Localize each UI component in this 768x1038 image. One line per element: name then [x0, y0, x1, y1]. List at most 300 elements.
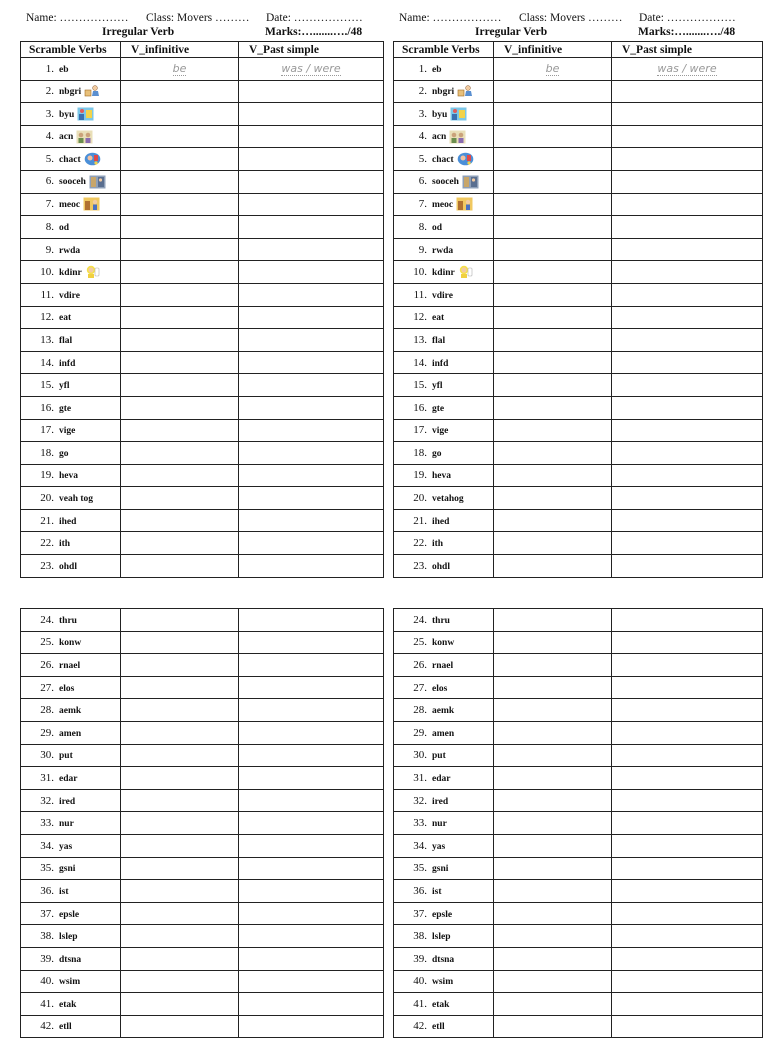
infinitive-answer-cell[interactable]	[121, 902, 239, 925]
past-simple-answer-cell[interactable]	[612, 532, 763, 555]
scrambled-verb: amen	[432, 728, 455, 739]
past-simple-answer-cell[interactable]	[612, 419, 763, 442]
past-simple-answer-cell[interactable]	[239, 374, 384, 397]
infinitive-answer-cell[interactable]	[494, 880, 612, 903]
drink-icon	[85, 265, 102, 279]
scramble-cell	[21, 1015, 121, 1038]
item-number: 41.	[40, 997, 54, 1010]
past-simple-answer-cell[interactable]	[239, 283, 384, 306]
scrambled-verb: rwda	[59, 245, 81, 256]
past-simple-answer-cell[interactable]	[612, 125, 763, 148]
infinitive-answer-cell[interactable]	[494, 834, 612, 857]
infinitive-answer-cell[interactable]	[494, 464, 612, 487]
infinitive-answer-cell[interactable]	[121, 555, 239, 578]
scramble-cell	[394, 789, 494, 812]
table-row	[21, 170, 384, 193]
infinitive-answer-cell[interactable]	[494, 148, 612, 171]
infinitive-answer-cell[interactable]	[121, 699, 239, 722]
scrambled-verb: etll	[432, 1022, 445, 1033]
table-row	[21, 609, 384, 632]
scrambled-verb: gte	[432, 403, 445, 414]
infinitive-answer-cell[interactable]	[121, 216, 239, 239]
past-simple-answer-cell[interactable]	[239, 193, 384, 216]
infinitive-answer-cell[interactable]	[121, 487, 239, 510]
item-number: 32.	[413, 794, 427, 807]
infinitive-answer-cell[interactable]	[121, 857, 239, 880]
past-simple-answer-cell[interactable]	[239, 654, 384, 677]
infinitive-answer-cell[interactable]	[494, 902, 612, 925]
name-field-label: Name: ………………	[399, 12, 502, 24]
past-simple-answer-cell[interactable]	[239, 857, 384, 880]
verb-table-part2	[393, 608, 763, 1038]
past-simple-answer-cell[interactable]	[612, 216, 763, 239]
past-simple-answer-cell[interactable]	[239, 125, 384, 148]
scramble-cell	[394, 676, 494, 699]
past-simple-answer-cell[interactable]	[612, 509, 763, 532]
past-simple-answer-cell[interactable]	[239, 812, 384, 835]
table-row	[394, 103, 763, 126]
table-row	[394, 744, 763, 767]
scramble-cell	[21, 902, 121, 925]
past-simple-answer-cell[interactable]	[239, 329, 384, 352]
scrambled-verb: kdinr	[432, 267, 455, 278]
item-number: 19.	[413, 469, 427, 482]
past-simple-answer-cell[interactable]	[612, 902, 763, 925]
infinitive-answer-cell[interactable]	[494, 555, 612, 578]
table-row	[394, 789, 763, 812]
table-row	[394, 1015, 763, 1038]
past-simple-answer-cell[interactable]	[239, 880, 384, 903]
infinitive-answer-cell[interactable]	[121, 442, 239, 465]
table-row	[394, 419, 763, 442]
infinitive-answer-cell[interactable]	[121, 58, 239, 81]
past-simple-answer-cell[interactable]	[612, 351, 763, 374]
item-number: 42.	[40, 1020, 54, 1033]
table-row	[21, 925, 384, 948]
infinitive-answer-cell[interactable]	[494, 857, 612, 880]
scramble-cell	[21, 396, 121, 419]
scrambled-verb: kdinr	[59, 267, 82, 278]
item-number: 23.	[40, 559, 54, 572]
table-row	[394, 654, 763, 677]
infinitive-answer-cell[interactable]	[494, 532, 612, 555]
table-row	[394, 464, 763, 487]
past-simple-answer-cell[interactable]	[612, 676, 763, 699]
past-simple-answer-cell[interactable]	[612, 374, 763, 397]
scrambled-verb: flal	[59, 335, 73, 346]
past-simple-answer-cell[interactable]	[239, 947, 384, 970]
item-number: 1.	[45, 62, 54, 75]
past-simple-answer-cell[interactable]	[612, 609, 763, 632]
scrambled-verb: put	[432, 751, 446, 762]
past-simple-answer-cell[interactable]	[239, 103, 384, 126]
table-row	[21, 374, 384, 397]
scrambled-verb: vetahog	[432, 494, 464, 505]
past-simple-answer-cell[interactable]	[612, 699, 763, 722]
infinitive-answer-cell[interactable]	[121, 148, 239, 171]
infinitive-answer-cell[interactable]	[121, 744, 239, 767]
past-simple-answer-cell[interactable]	[239, 744, 384, 767]
catch-icon	[457, 152, 474, 166]
verb-rows	[21, 609, 384, 1038]
table-row	[394, 216, 763, 239]
table-row	[394, 925, 763, 948]
past-simple-answer-cell[interactable]	[239, 58, 384, 81]
table-row	[21, 947, 384, 970]
past-simple-answer-cell[interactable]	[239, 216, 384, 239]
infinitive-answer-cell[interactable]	[121, 970, 239, 993]
past-simple-answer-cell[interactable]	[239, 721, 384, 744]
past-simple-answer-cell[interactable]	[612, 721, 763, 744]
infinitive-answer-cell[interactable]	[494, 654, 612, 677]
infinitive-answer-cell[interactable]	[121, 464, 239, 487]
scrambled-verb: etak	[59, 999, 77, 1010]
past-simple-answer-cell[interactable]	[612, 396, 763, 419]
past-simple-answer-cell[interactable]	[612, 80, 763, 103]
scrambled-verb: eat	[59, 313, 72, 324]
infinitive-answer-cell[interactable]	[494, 676, 612, 699]
scramble-cell	[21, 103, 121, 126]
scrambled-verb: etll	[59, 1022, 72, 1033]
scrambled-verb: ist	[432, 886, 442, 897]
item-number: 31.	[413, 771, 427, 784]
past-simple-answer-cell[interactable]	[239, 148, 384, 171]
past-simple-answer-cell[interactable]	[612, 744, 763, 767]
item-number: 4.	[418, 130, 427, 143]
infinitive-answer-cell[interactable]	[121, 170, 239, 193]
table-row	[394, 487, 763, 510]
scrambled-verb: thru	[59, 615, 77, 626]
infinitive-answer-cell[interactable]	[494, 925, 612, 948]
can-icon	[449, 130, 466, 144]
table-row	[394, 374, 763, 397]
infinitive-answer-cell[interactable]	[494, 699, 612, 722]
scramble-cell	[394, 103, 494, 126]
infinitive-answer-cell[interactable]	[494, 609, 612, 632]
table-row	[394, 767, 763, 790]
past-simple-answer-cell[interactable]	[612, 103, 763, 126]
scrambled-verb: heva	[59, 471, 78, 482]
scramble-cell	[394, 970, 494, 993]
table-row	[394, 631, 763, 654]
infinitive-answer-cell[interactable]	[121, 812, 239, 835]
past-simple-answer-cell[interactable]	[239, 509, 384, 532]
past-simple-answer-cell[interactable]	[612, 148, 763, 171]
scramble-cell	[394, 834, 494, 857]
scrambled-verb: nur	[59, 819, 74, 830]
past-simple-answer-cell[interactable]	[612, 442, 763, 465]
infinitive-answer-cell[interactable]	[494, 721, 612, 744]
past-simple-answer-cell[interactable]	[612, 789, 763, 812]
item-number: 35.	[40, 862, 54, 875]
scramble-cell	[21, 654, 121, 677]
table-row	[21, 857, 384, 880]
infinitive-answer-cell[interactable]	[121, 193, 239, 216]
infinitive-answer-cell[interactable]	[121, 283, 239, 306]
infinitive-answer-cell[interactable]	[494, 789, 612, 812]
past-simple-answer-cell[interactable]	[612, 193, 763, 216]
past-simple-answer-cell[interactable]	[612, 58, 763, 81]
past-simple-answer-cell[interactable]	[239, 834, 384, 857]
infinitive-answer-cell[interactable]	[121, 767, 239, 790]
table-row	[394, 721, 763, 744]
table-row	[21, 306, 384, 329]
item-number: 10.	[40, 265, 54, 278]
past-simple-answer-cell[interactable]	[239, 789, 384, 812]
item-number: 40.	[413, 975, 427, 988]
scrambled-verb: chact	[432, 154, 454, 165]
infinitive-answer-cell[interactable]	[121, 329, 239, 352]
infinitive-answer-cell[interactable]	[121, 103, 239, 126]
infinitive-answer-cell[interactable]	[494, 374, 612, 397]
infinitive-answer-cell[interactable]	[121, 125, 239, 148]
past-simple-answer-cell[interactable]	[612, 170, 763, 193]
scramble-cell	[21, 509, 121, 532]
past-simple-answer-cell[interactable]	[612, 925, 763, 948]
past-simple-answer-cell[interactable]	[612, 812, 763, 835]
infinitive-answer-cell[interactable]	[121, 880, 239, 903]
past-simple-answer-cell[interactable]	[239, 261, 384, 284]
infinitive-answer-cell[interactable]	[121, 374, 239, 397]
past-simple-answer-cell[interactable]	[612, 555, 763, 578]
past-simple-answer-cell[interactable]	[239, 609, 384, 632]
item-number: 1.	[418, 62, 427, 75]
past-simple-answer-cell[interactable]	[239, 464, 384, 487]
infinitive-answer-cell[interactable]	[494, 631, 612, 654]
infinitive-answer-cell[interactable]	[494, 1015, 612, 1038]
past-simple-answer-cell[interactable]	[612, 654, 763, 677]
infinitive-answer-cell[interactable]	[121, 532, 239, 555]
past-simple-answer-cell[interactable]	[239, 170, 384, 193]
infinitive-answer-cell[interactable]	[494, 419, 612, 442]
buy-icon	[77, 107, 94, 121]
past-simple-answer-cell[interactable]	[612, 306, 763, 329]
infinitive-answer-cell[interactable]	[494, 812, 612, 835]
scramble-cell	[21, 193, 121, 216]
verb-table-part1	[20, 41, 384, 578]
column-header: V_infinitive	[494, 42, 612, 58]
bring-icon	[457, 84, 474, 98]
infinitive-answer-cell[interactable]	[494, 993, 612, 1016]
infinitive-answer-cell[interactable]	[121, 834, 239, 857]
table-row	[394, 509, 763, 532]
infinitive-answer-cell[interactable]	[494, 970, 612, 993]
infinitive-answer-cell[interactable]	[494, 396, 612, 419]
infinitive-answer-cell[interactable]	[121, 631, 239, 654]
infinitive-answer-cell[interactable]	[494, 329, 612, 352]
past-simple-answer-cell[interactable]	[239, 925, 384, 948]
scramble-cell	[394, 170, 494, 193]
scrambled-verb: byu	[432, 109, 448, 120]
column-header: V_Past simple	[239, 42, 384, 58]
scrambled-verb: ohdl	[59, 561, 77, 572]
past-simple-answer-cell[interactable]	[612, 993, 763, 1016]
past-simple-answer-cell[interactable]	[239, 419, 384, 442]
table-row	[394, 442, 763, 465]
past-simple-answer-cell[interactable]	[612, 487, 763, 510]
item-number: 27.	[40, 681, 54, 694]
past-simple-answer-cell[interactable]	[239, 238, 384, 261]
scramble-cell	[21, 699, 121, 722]
past-simple-answer-cell[interactable]	[239, 351, 384, 374]
past-simple-answer-cell[interactable]	[239, 676, 384, 699]
past-simple-answer-cell[interactable]	[612, 238, 763, 261]
item-number: 20.	[413, 492, 427, 505]
item-number: 5.	[45, 152, 54, 165]
infinitive-answer-cell[interactable]	[121, 261, 239, 284]
past-simple-answer-cell[interactable]	[612, 283, 763, 306]
table-row	[394, 555, 763, 578]
infinitive-answer-cell[interactable]	[121, 993, 239, 1016]
scramble-cell	[21, 58, 121, 81]
infinitive-answer-cell[interactable]	[121, 925, 239, 948]
infinitive-answer-cell[interactable]	[494, 193, 612, 216]
past-simple-answer-cell[interactable]	[612, 1015, 763, 1038]
table-row	[394, 880, 763, 903]
infinitive-answer-cell[interactable]	[494, 306, 612, 329]
past-simple-answer-cell[interactable]	[239, 970, 384, 993]
past-simple-answer-cell[interactable]	[612, 947, 763, 970]
infinitive-answer-cell[interactable]	[494, 767, 612, 790]
infinitive-answer-cell[interactable]	[121, 80, 239, 103]
scrambled-verb: wsim	[59, 977, 81, 988]
buy-icon	[450, 107, 467, 121]
infinitive-answer-cell[interactable]	[121, 396, 239, 419]
item-number: 12.	[413, 311, 427, 324]
table-row	[394, 193, 763, 216]
infinitive-answer-cell[interactable]	[494, 283, 612, 306]
infinitive-answer-cell[interactable]	[121, 238, 239, 261]
past-simple-answer-cell[interactable]	[612, 834, 763, 857]
past-simple-answer-cell[interactable]	[612, 880, 763, 903]
past-simple-answer-cell[interactable]	[239, 80, 384, 103]
past-simple-answer-cell[interactable]	[612, 329, 763, 352]
infinitive-answer-cell[interactable]	[121, 419, 239, 442]
infinitive-answer-cell[interactable]	[494, 80, 612, 103]
infinitive-answer-cell[interactable]	[121, 947, 239, 970]
scrambled-verb: ohdl	[432, 561, 450, 572]
past-simple-answer-cell[interactable]	[239, 1015, 384, 1038]
table-row	[394, 329, 763, 352]
past-simple-answer-cell[interactable]	[239, 555, 384, 578]
item-number: 28.	[413, 704, 427, 717]
past-simple-answer-cell[interactable]	[612, 767, 763, 790]
scramble-cell	[394, 148, 494, 171]
infinitive-answer-cell[interactable]	[121, 721, 239, 744]
past-simple-answer-cell[interactable]	[239, 631, 384, 654]
infinitive-answer-cell[interactable]	[121, 1015, 239, 1038]
infinitive-answer-cell[interactable]	[121, 306, 239, 329]
come-icon	[83, 197, 100, 211]
scrambled-verb: go	[432, 448, 442, 459]
infinitive-answer-cell[interactable]	[494, 103, 612, 126]
infinitive-answer-cell[interactable]	[121, 789, 239, 812]
past-simple-answer-cell[interactable]	[239, 306, 384, 329]
infinitive-answer-cell[interactable]	[121, 609, 239, 632]
infinitive-answer-cell[interactable]	[494, 442, 612, 465]
past-simple-answer-cell[interactable]	[612, 857, 763, 880]
example-infinitive: be	[172, 62, 187, 76]
infinitive-answer-cell[interactable]	[121, 509, 239, 532]
infinitive-answer-cell[interactable]	[494, 487, 612, 510]
past-simple-answer-cell[interactable]	[612, 261, 763, 284]
scramble-cell	[394, 699, 494, 722]
scramble-cell	[21, 261, 121, 284]
table-row	[21, 654, 384, 677]
scrambled-verb: ith	[432, 539, 444, 550]
worksheet-left	[20, 0, 384, 1033]
past-simple-answer-cell[interactable]	[612, 464, 763, 487]
scramble-cell	[394, 374, 494, 397]
item-number: 31.	[40, 771, 54, 784]
scramble-cell	[394, 329, 494, 352]
table-row	[394, 676, 763, 699]
infinitive-answer-cell[interactable]	[494, 947, 612, 970]
infinitive-answer-cell[interactable]	[121, 351, 239, 374]
scrambled-verb: gsni	[432, 864, 449, 875]
bring-icon	[84, 84, 101, 98]
past-simple-answer-cell[interactable]	[239, 767, 384, 790]
item-number: 16.	[413, 401, 427, 414]
table-row	[394, 283, 763, 306]
past-simple-answer-cell[interactable]	[612, 631, 763, 654]
past-simple-answer-cell[interactable]	[239, 442, 384, 465]
scrambled-verb: od	[432, 222, 443, 233]
marks-label: Marks:….......…./48	[265, 26, 363, 38]
table-row	[21, 238, 384, 261]
infinitive-answer-cell[interactable]	[494, 238, 612, 261]
past-simple-answer-cell[interactable]	[239, 396, 384, 419]
item-number: 42.	[413, 1020, 427, 1033]
infinitive-answer-cell[interactable]	[494, 261, 612, 284]
scrambled-verb: yfl	[59, 381, 70, 392]
scrambled-verb: acn	[59, 132, 74, 143]
infinitive-answer-cell[interactable]	[494, 216, 612, 239]
scrambled-verb: infd	[432, 358, 449, 369]
table-row	[21, 329, 384, 352]
infinitive-answer-cell[interactable]	[494, 351, 612, 374]
past-simple-answer-cell[interactable]	[239, 902, 384, 925]
table-row	[394, 351, 763, 374]
infinitive-answer-cell[interactable]	[494, 170, 612, 193]
past-simple-answer-cell[interactable]	[612, 970, 763, 993]
scramble-cell	[21, 676, 121, 699]
scramble-cell	[394, 555, 494, 578]
scramble-cell	[21, 216, 121, 239]
scramble-cell	[21, 306, 121, 329]
item-number: 26.	[40, 658, 54, 671]
table-row	[21, 721, 384, 744]
table-row	[21, 419, 384, 442]
infinitive-answer-cell[interactable]	[121, 654, 239, 677]
scrambled-verb: acn	[432, 132, 447, 143]
item-number: 4.	[45, 130, 54, 143]
infinitive-answer-cell[interactable]	[494, 58, 612, 81]
past-simple-answer-cell[interactable]	[239, 532, 384, 555]
scramble-cell	[394, 442, 494, 465]
infinitive-answer-cell[interactable]	[121, 676, 239, 699]
scramble-cell	[21, 767, 121, 790]
infinitive-answer-cell[interactable]	[494, 744, 612, 767]
item-number: 25.	[413, 636, 427, 649]
past-simple-answer-cell[interactable]	[239, 487, 384, 510]
past-simple-answer-cell[interactable]	[239, 699, 384, 722]
scrambled-verb: vige	[59, 426, 76, 437]
past-simple-answer-cell[interactable]	[239, 993, 384, 1016]
infinitive-answer-cell[interactable]	[494, 509, 612, 532]
table-row	[21, 834, 384, 857]
infinitive-answer-cell[interactable]	[494, 125, 612, 148]
